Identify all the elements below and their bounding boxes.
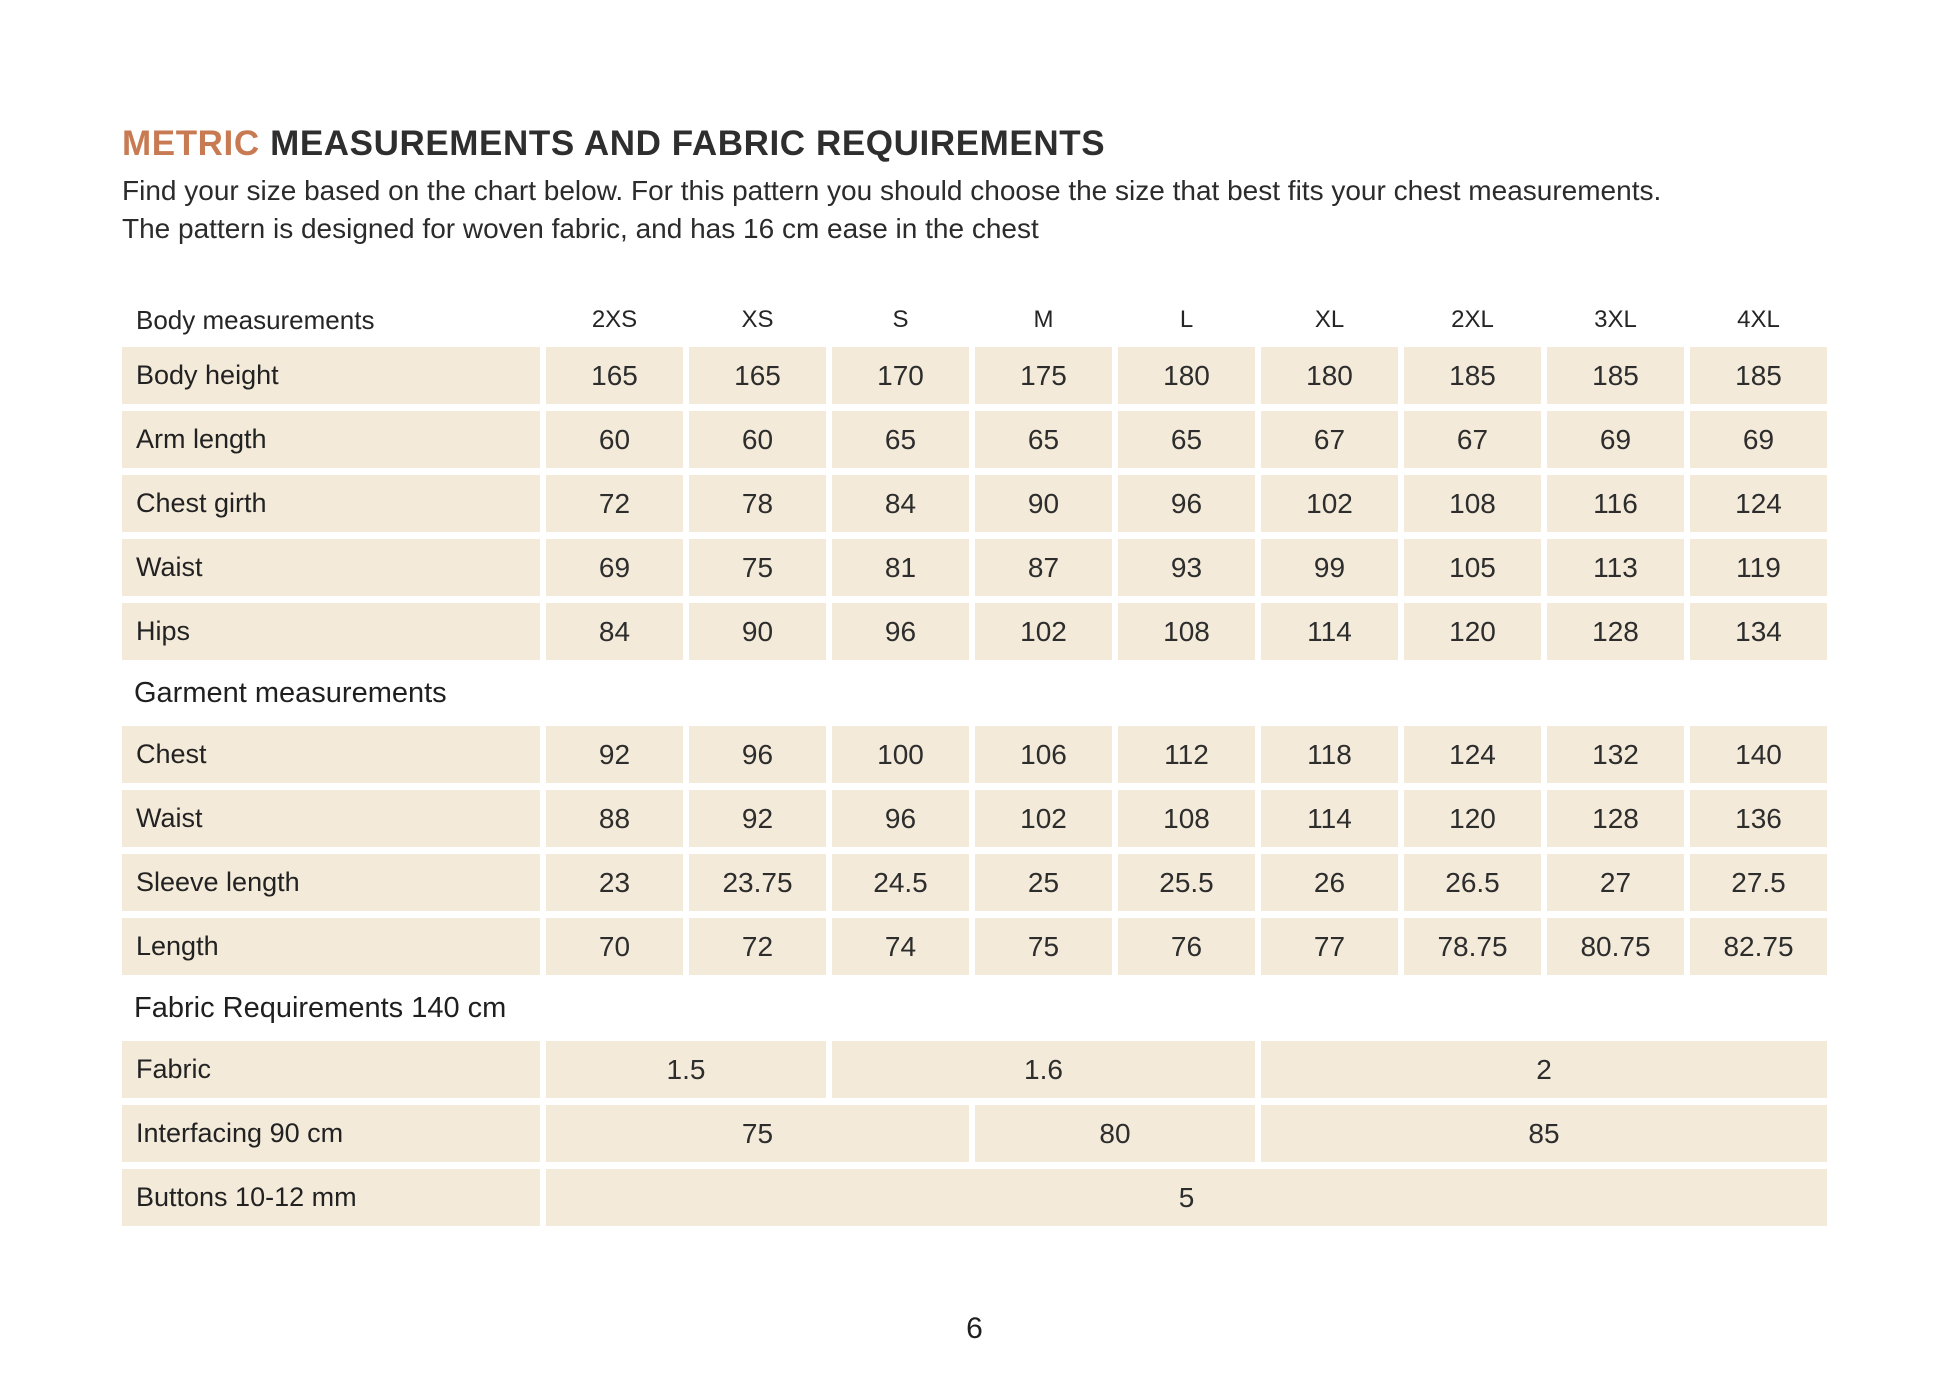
cell-hips-2xs: 84 xyxy=(546,603,683,660)
cell-garment-waist-xs: 92 xyxy=(689,790,826,847)
cell-sleeve-length-4xl: 27.5 xyxy=(1690,854,1827,911)
cell-chest-girth-3xl: 116 xyxy=(1547,475,1684,532)
cell-garment-waist-2xs: 88 xyxy=(546,790,683,847)
cell-sleeve-length-2xl: 26.5 xyxy=(1404,854,1541,911)
cell-garment-chest-s: 100 xyxy=(832,726,969,783)
row-label-waist: Waist xyxy=(122,539,540,596)
column-header-size-xs: XS xyxy=(741,306,774,333)
page-title xyxy=(122,124,1946,164)
page-title-highlight: METRIC xyxy=(122,124,260,163)
column-header-body-measurements: Body measurements xyxy=(136,304,375,335)
column-header-size-l: L xyxy=(1179,306,1194,333)
cell-fabric-xl-4xl: 2 xyxy=(1261,1041,1827,1098)
cell-buttons-all-sizes: 5 xyxy=(546,1169,1827,1226)
cell-waist-2xs: 69 xyxy=(546,539,683,596)
section-header-fabric-requirements: Fabric Requirements 140 cm xyxy=(134,991,507,1024)
cell-chest-girth-2xs: 72 xyxy=(546,475,683,532)
column-header-size-2xs: 2XS xyxy=(591,306,638,333)
cell-waist-xl: 99 xyxy=(1261,539,1398,596)
size-table xyxy=(122,300,1827,1226)
row-label-arm-length: Arm length xyxy=(122,411,540,468)
cell-garment-chest-l: 112 xyxy=(1118,726,1255,783)
cell-garment-chest-2xl: 124 xyxy=(1404,726,1541,783)
cell-interfacing-m-l: 80 xyxy=(975,1105,1255,1162)
column-header-size-3xl: 3XL xyxy=(1594,306,1637,333)
cell-garment-chest-3xl: 132 xyxy=(1547,726,1684,783)
column-header-size-2xl: 2XL xyxy=(1451,306,1494,333)
cell-garment-waist-xl: 114 xyxy=(1261,790,1398,847)
cell-chest-girth-4xl: 124 xyxy=(1690,475,1827,532)
cell-body-height-2xs: 165 xyxy=(546,347,683,404)
cell-length-m: 75 xyxy=(975,918,1112,975)
cell-body-height-m: 175 xyxy=(975,347,1112,404)
column-header-size-4xl: 4XL xyxy=(1737,306,1780,333)
row-label-garment-waist: Waist xyxy=(122,790,540,847)
cell-arm-length-m: 65 xyxy=(975,411,1112,468)
cell-hips-xl: 114 xyxy=(1261,603,1398,660)
cell-chest-girth-m: 90 xyxy=(975,475,1112,532)
cell-garment-waist-4xl: 136 xyxy=(1690,790,1827,847)
cell-sleeve-length-m: 25 xyxy=(975,854,1112,911)
cell-length-2xs: 70 xyxy=(546,918,683,975)
cell-arm-length-xs: 60 xyxy=(689,411,826,468)
cell-length-s: 74 xyxy=(832,918,969,975)
cell-hips-2xl: 120 xyxy=(1404,603,1541,660)
row-label-fabric: Fabric xyxy=(122,1041,540,1098)
cell-garment-waist-3xl: 128 xyxy=(1547,790,1684,847)
column-header-size-s: S xyxy=(892,306,909,333)
section-header-garment-measurements: Garment measurements xyxy=(134,676,447,709)
cell-garment-chest-xs: 96 xyxy=(689,726,826,783)
cell-sleeve-length-2xs: 23 xyxy=(546,854,683,911)
cell-hips-l: 108 xyxy=(1118,603,1255,660)
cell-chest-girth-xl: 102 xyxy=(1261,475,1398,532)
cell-sleeve-length-xl: 26 xyxy=(1261,854,1398,911)
row-label-buttons: Buttons 10-12 mm xyxy=(122,1169,540,1226)
cell-fabric-2xs-xs: 1.5 xyxy=(546,1041,826,1098)
cell-length-2xl: 78.75 xyxy=(1404,918,1541,975)
intro-text: Find your size based on the chart below. For this pattern you should choose the size that best fits your chest measurements. The pattern is designed for woven fabric, and has 16 cm ease in the chest xyxy=(122,175,1662,244)
cell-garment-chest-2xs: 92 xyxy=(546,726,683,783)
cell-arm-length-xl: 67 xyxy=(1261,411,1398,468)
cell-arm-length-2xs: 60 xyxy=(546,411,683,468)
cell-body-height-4xl: 185 xyxy=(1690,347,1827,404)
cell-length-xs: 72 xyxy=(689,918,826,975)
cell-body-height-3xl: 185 xyxy=(1547,347,1684,404)
cell-sleeve-length-xs: 23.75 xyxy=(689,854,826,911)
cell-hips-4xl: 134 xyxy=(1690,603,1827,660)
cell-body-height-xl: 180 xyxy=(1261,347,1398,404)
page-number: 6 xyxy=(966,1312,983,1345)
row-label-interfacing: Interfacing 90 cm xyxy=(122,1105,540,1162)
cell-waist-l: 93 xyxy=(1118,539,1255,596)
cell-arm-length-l: 65 xyxy=(1118,411,1255,468)
cell-fabric-s-l: 1.6 xyxy=(832,1041,1255,1098)
cell-chest-girth-xs: 78 xyxy=(689,475,826,532)
cell-hips-xs: 90 xyxy=(689,603,826,660)
row-label-chest-girth: Chest girth xyxy=(122,475,540,532)
cell-garment-chest-m: 106 xyxy=(975,726,1112,783)
row-label-sleeve-length: Sleeve length xyxy=(122,854,540,911)
cell-hips-3xl: 128 xyxy=(1547,603,1684,660)
page-title-rest: MEASUREMENTS AND FABRIC REQUIREMENTS xyxy=(259,124,1106,163)
cell-length-xl: 77 xyxy=(1261,918,1398,975)
cell-body-height-2xl: 185 xyxy=(1404,347,1541,404)
cell-sleeve-length-3xl: 27 xyxy=(1547,854,1684,911)
cell-arm-length-3xl: 69 xyxy=(1547,411,1684,468)
cell-garment-chest-4xl: 140 xyxy=(1690,726,1827,783)
cell-body-height-l: 180 xyxy=(1118,347,1255,404)
cell-arm-length-s: 65 xyxy=(832,411,969,468)
cell-garment-waist-s: 96 xyxy=(832,790,969,847)
cell-body-height-xs: 165 xyxy=(689,347,826,404)
column-header-size-xl: XL xyxy=(1314,306,1345,333)
cell-arm-length-2xl: 67 xyxy=(1404,411,1541,468)
cell-sleeve-length-s: 24.5 xyxy=(832,854,969,911)
cell-sleeve-length-l: 25.5 xyxy=(1118,854,1255,911)
cell-garment-waist-l: 108 xyxy=(1118,790,1255,847)
cell-hips-s: 96 xyxy=(832,603,969,660)
cell-waist-s: 81 xyxy=(832,539,969,596)
cell-interfacing-2xs-s: 75 xyxy=(546,1105,969,1162)
cell-waist-3xl: 113 xyxy=(1547,539,1684,596)
cell-waist-m: 87 xyxy=(975,539,1112,596)
cell-length-3xl: 80.75 xyxy=(1547,918,1684,975)
cell-chest-girth-l: 96 xyxy=(1118,475,1255,532)
cell-waist-xs: 75 xyxy=(689,539,826,596)
cell-arm-length-4xl: 69 xyxy=(1690,411,1827,468)
cell-garment-waist-2xl: 120 xyxy=(1404,790,1541,847)
cell-garment-waist-m: 102 xyxy=(975,790,1112,847)
cell-waist-4xl: 119 xyxy=(1690,539,1827,596)
row-label-garment-chest: Chest xyxy=(122,726,540,783)
cell-garment-chest-xl: 118 xyxy=(1261,726,1398,783)
column-header-size-m: M xyxy=(1033,306,1054,333)
cell-length-4xl: 82.75 xyxy=(1690,918,1827,975)
row-label-length: Length xyxy=(122,918,540,975)
cell-length-l: 76 xyxy=(1118,918,1255,975)
cell-waist-2xl: 105 xyxy=(1404,539,1541,596)
cell-chest-girth-2xl: 108 xyxy=(1404,475,1541,532)
row-label-body-height: Body height xyxy=(122,347,540,404)
cell-hips-m: 102 xyxy=(975,603,1112,660)
cell-interfacing-xl-4xl: 85 xyxy=(1261,1105,1827,1162)
row-label-hips: Hips xyxy=(122,603,540,660)
cell-body-height-s: 170 xyxy=(832,347,969,404)
cell-chest-girth-s: 84 xyxy=(832,475,969,532)
